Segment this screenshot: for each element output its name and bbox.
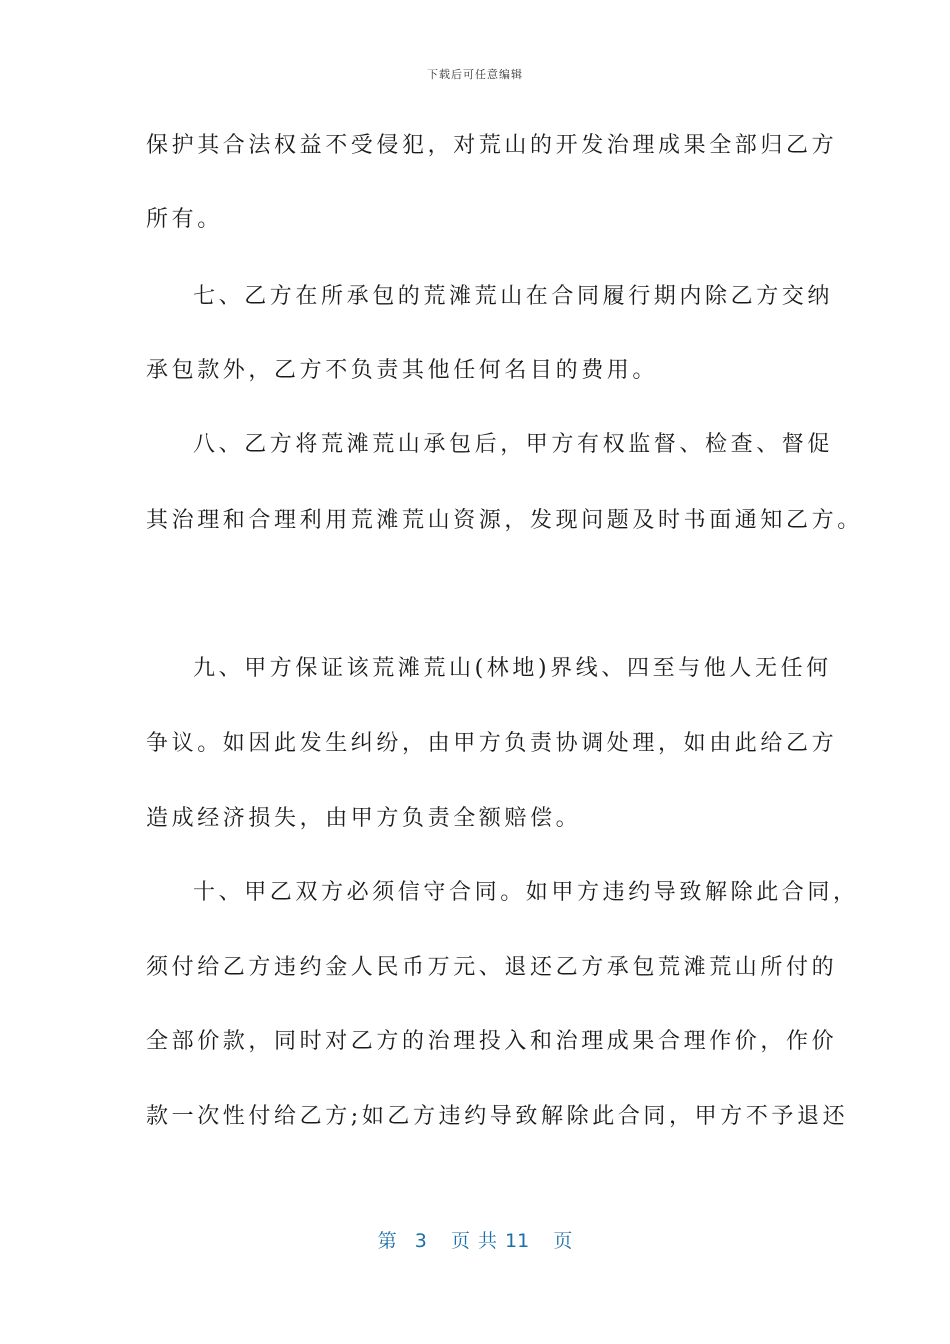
- text-line: 八、乙方将荒滩荒山承包后，甲方有权监督、检查、督促: [193, 432, 834, 457]
- text-line: 十、甲乙双方必须信守合同。如甲方违约导致解除此合同，: [193, 880, 859, 905]
- total-pages: 11: [505, 1230, 530, 1252]
- page-number-footer: [0, 1226, 950, 1253]
- text-line: 须付给乙方违约金人民币万元、退还乙方承包荒滩荒山所付的: [146, 955, 838, 980]
- text-line: 其治理和合理利用荒滩荒山资源，发现问题及时书面通知乙方。: [146, 508, 863, 533]
- text-line: 承包款外，乙方不负责其他任何名目的费用。: [146, 358, 659, 383]
- text-line: 款一次性付给乙方;如乙方违约导致解除此合同，甲方不予退还: [146, 1104, 849, 1129]
- text-line: 造成经济损失，由甲方负责全额赔偿。: [146, 806, 582, 831]
- header-note: 下载后可任意编辑: [427, 68, 523, 81]
- page-prefix: 第: [377, 1230, 397, 1252]
- page-mid: 页共: [451, 1230, 506, 1252]
- text-line: 保护其合法权益不受侵犯，对荒山的开发治理成果全部归乙方: [146, 133, 838, 158]
- text-line: 全部价款，同时对乙方的治理投入和治理成果合理作价，作价: [146, 1029, 838, 1054]
- text-line: 所有。: [146, 207, 223, 232]
- text-line: 九、甲方保证该荒滩荒山(林地)界线、四至与他人无任何: [193, 656, 832, 681]
- current-page: 3: [414, 1230, 427, 1252]
- page-suffix: 页: [553, 1230, 573, 1252]
- text-line: 争议。如因此发生纠纷，由甲方负责协调处理，如由此给乙方: [146, 731, 838, 756]
- text-line: 七、乙方在所承包的荒滩荒山在合同履行期内除乙方交纳: [193, 284, 834, 309]
